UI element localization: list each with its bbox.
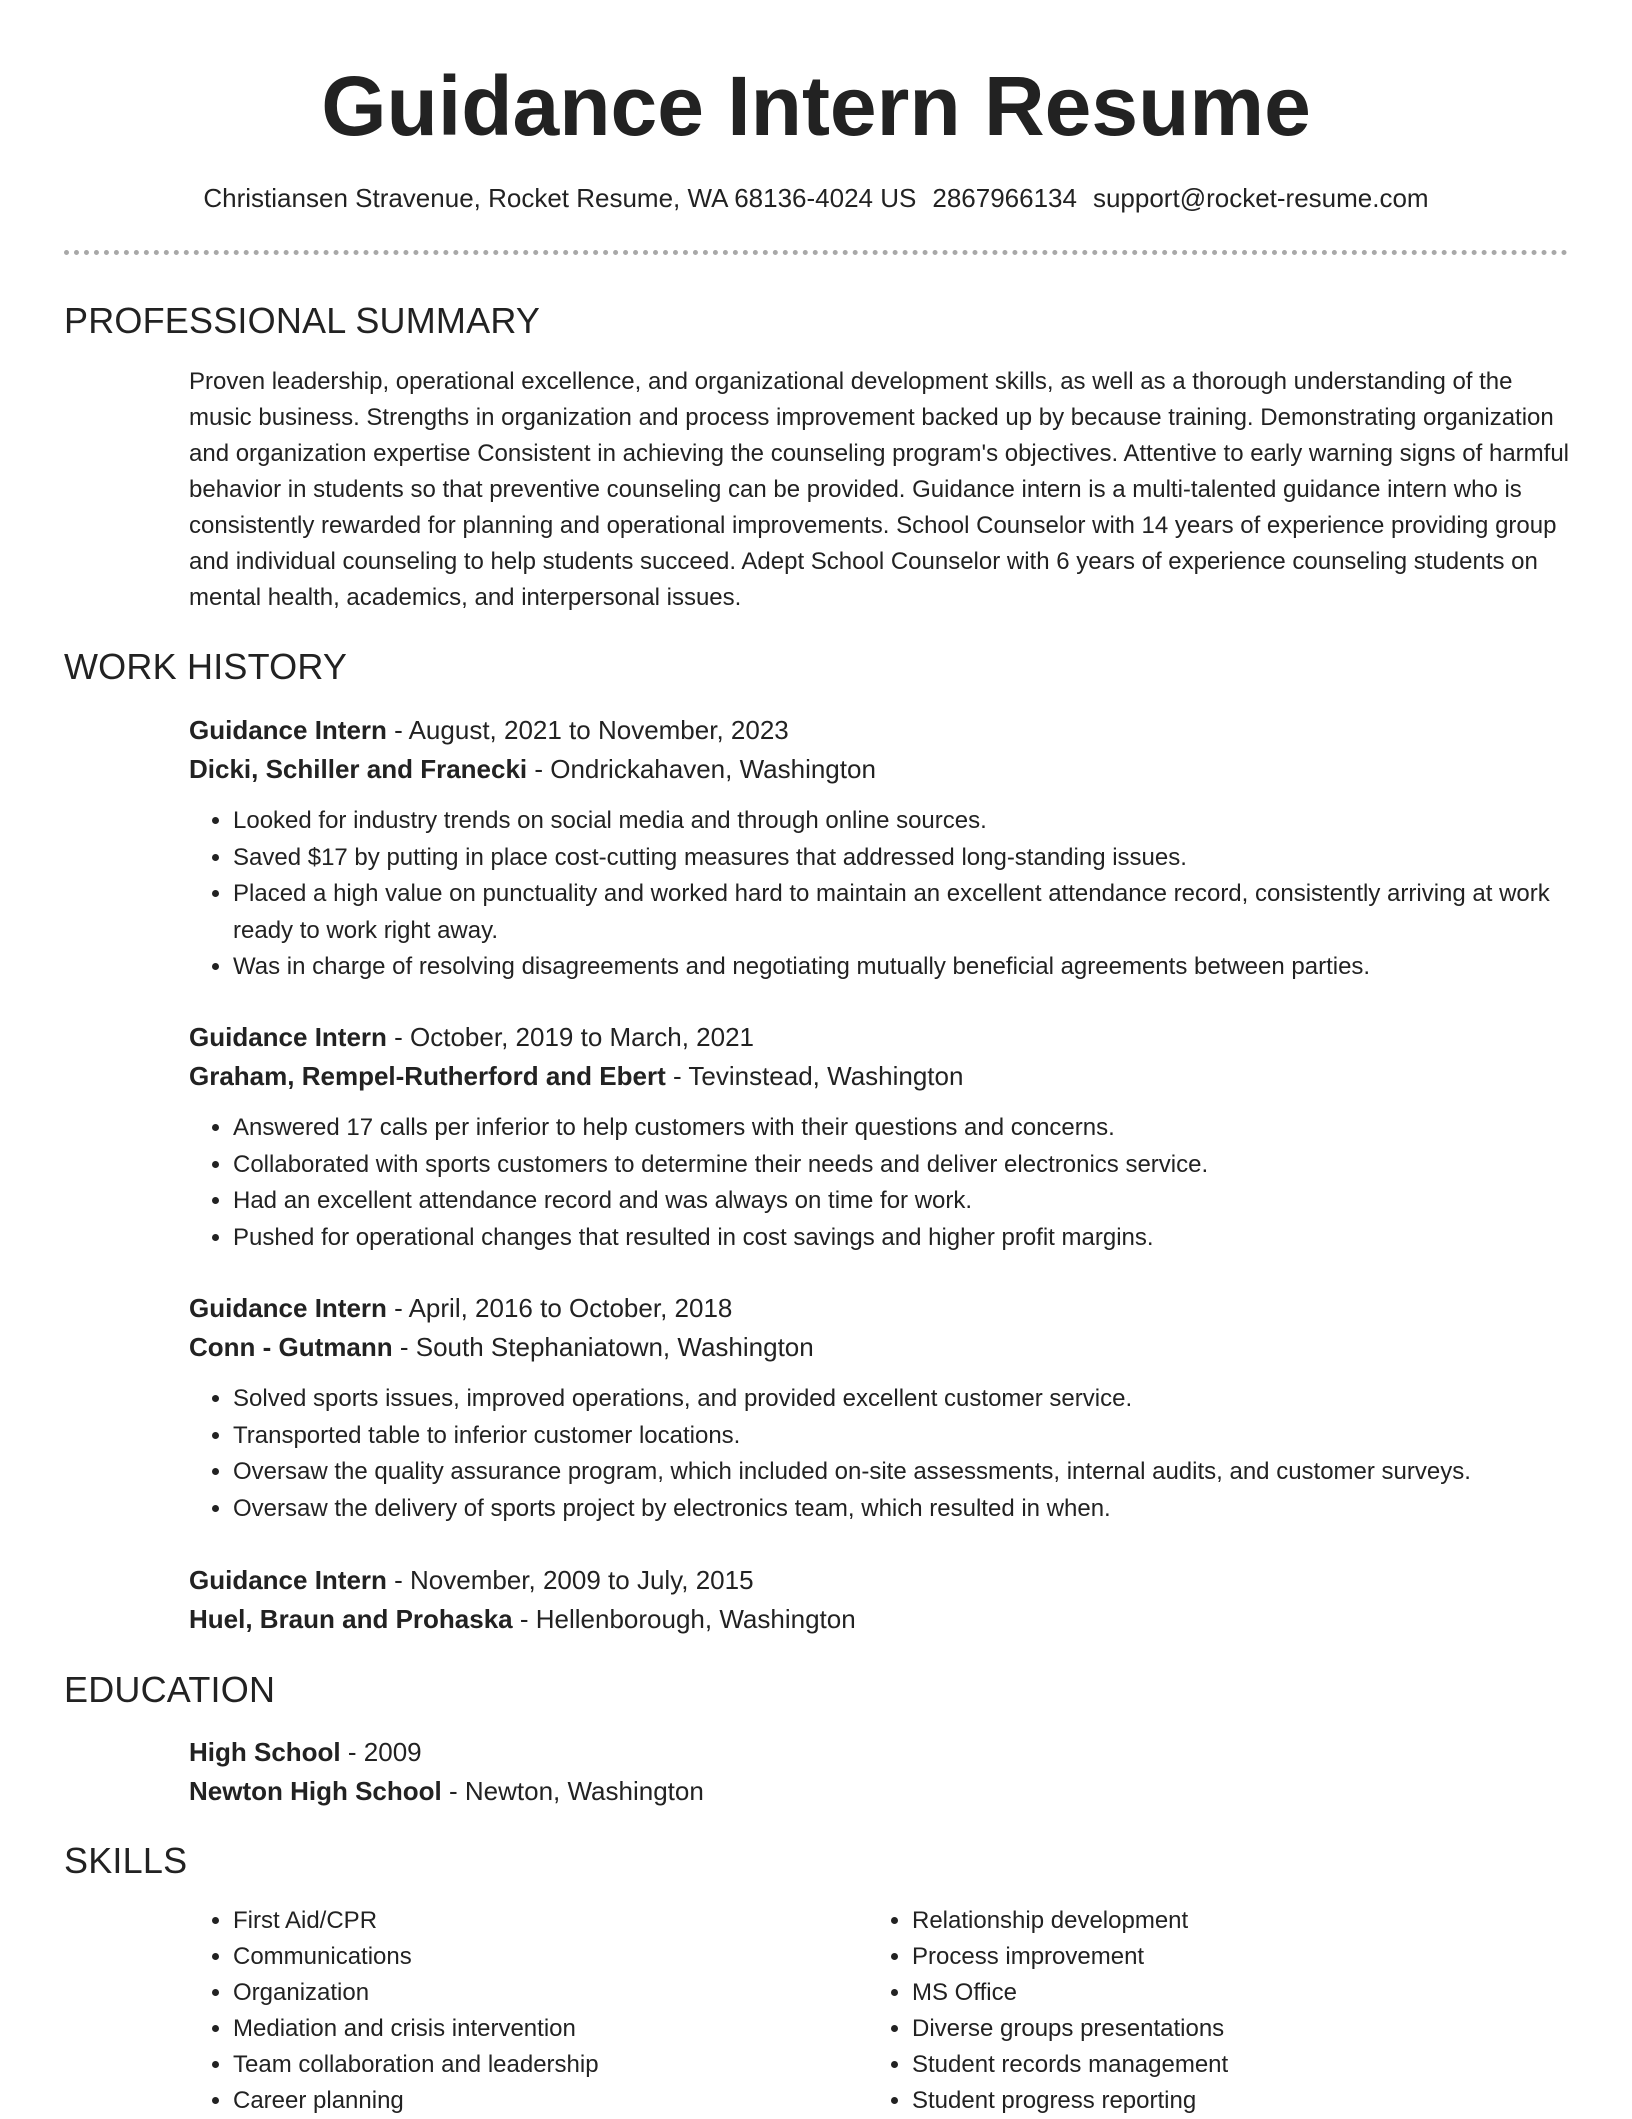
list-item: • Relationship development [912, 1903, 1228, 1939]
job-company: Huel, Braun and Prohaska [189, 1604, 513, 1634]
job-entry [189, 1561, 1569, 1639]
job-title-line [189, 1289, 1569, 1328]
list-item: • Saved $17 by putting in place cost-cutting measures that addressed long-standing issues. [233, 840, 1569, 877]
education-year: - 2009 [340, 1737, 422, 1767]
job-company: Dicki, Schiller and Franecki [189, 754, 528, 784]
job-bullets [189, 803, 1569, 986]
job-dates: - April, 2016 to October, 2018 [386, 1293, 733, 1323]
list-item: • Transported table to inferior customer locations. [233, 1418, 1569, 1455]
job-dates: - October, 2019 to March, 2021 [386, 1022, 755, 1052]
list-item: • Was in charge of resolving disagreements and negotiating mutually beneficial agreements between parties. [233, 949, 1569, 986]
list-item: • Oversaw the delivery of sports project by electronics team, which resulted in when. [233, 1491, 1569, 1528]
list-item: • Communications [233, 1939, 599, 1975]
email: support@rocket-resume.com [1092, 183, 1429, 213]
job-location: - South Stephaniatown, Washington [392, 1332, 814, 1362]
education-entry [189, 1733, 1569, 1811]
job-company: Graham, Rempel-Rutherford and Ebert [189, 1061, 666, 1091]
list-item: • Answered 17 calls per inferior to help customers with their questions and concerns. [233, 1110, 1569, 1147]
job-location: - Tevinstead, Washington [665, 1061, 964, 1091]
list-item: • Student progress reporting [912, 2083, 1228, 2119]
job-location: - Ondrickahaven, Washington [527, 754, 876, 784]
list-item: • Looked for industry trends on social media and through online sources. [233, 803, 1569, 840]
list-item: • Mediation and crisis intervention [233, 2011, 599, 2047]
list-item: • Diverse groups presentations [912, 2011, 1228, 2047]
header-divider [64, 250, 1568, 255]
resume-title: Guidance Intern Resume [321, 59, 1311, 153]
job-location: - Hellenborough, Washington [512, 1604, 856, 1634]
job-title-line [189, 1018, 1569, 1057]
education-degree-line [189, 1733, 1569, 1772]
section-title-education: EDUCATION [64, 1669, 276, 1710]
education-location: - Newton, Washington [441, 1776, 704, 1806]
list-item: • Team collaboration and leadership [233, 2047, 599, 2083]
list-item: • Had an excellent attendance record and was always on time for work. [233, 1183, 1569, 1220]
job-title-line [189, 711, 1569, 750]
job-entry [189, 1289, 1569, 1527]
list-item: • First Aid/CPR [233, 1903, 599, 1939]
list-item: • Organization [233, 1975, 599, 2011]
skills-column-right [868, 1903, 1228, 2119]
list-item: • Student records management [912, 2047, 1228, 2083]
section-title-skills: SKILLS [64, 1840, 188, 1881]
list-item: • Process improvement [912, 1939, 1228, 1975]
job-title: Guidance Intern [189, 1565, 387, 1595]
skills-column-left [189, 1903, 599, 2119]
address: Christiansen Stravenue, Rocket Resume, WA 68136-4024 US [203, 183, 917, 213]
education-degree: High School [189, 1737, 341, 1767]
list-item: • Pushed for operational changes that resulted in cost savings and higher profit margins. [233, 1220, 1569, 1257]
job-title: Guidance Intern [189, 1293, 387, 1323]
job-entry [189, 1018, 1569, 1256]
education-school: Newton High School [189, 1776, 442, 1806]
job-company-line [189, 1600, 1569, 1639]
phone: 2867966134 [932, 183, 1077, 213]
section-title-work-history: WORK HISTORY [64, 646, 348, 687]
job-company-line [189, 750, 1569, 789]
job-company-line [189, 1328, 1569, 1367]
job-title: Guidance Intern [189, 715, 387, 745]
list-item: • Placed a high value on punctuality and worked hard to maintain an excellent attendance record, consistently arriving at work ready to work right away. [233, 876, 1569, 949]
list-item: • Oversaw the quality assurance program, which included on-site assessments, internal audits, and customer surveys. [233, 1454, 1569, 1491]
list-item: • Career planning [233, 2083, 599, 2119]
list-item: • Solved sports issues, improved operations, and provided excellent customer service. [233, 1381, 1569, 1418]
section-title-summary: PROFESSIONAL SUMMARY [64, 300, 541, 341]
contact-line [0, 180, 1632, 216]
job-entry [189, 711, 1569, 986]
education-school-line [189, 1772, 1569, 1811]
job-dates: - August, 2021 to November, 2023 [386, 715, 789, 745]
summary-text: Proven leadership, operational excellence, and organizational development skills, as well as a thorough understanding of the music business. Strengths in organization and process improvement backed up by because training. Demonstrating organization and organization expertise Consistent in achieving the counseling program's objectives. Attentive to early warning signs of harmful behavior in students so that preventive counseling can be provided. Guidance intern is a multi-talented guidance intern who is consistently rewarded for planning and operational improvements. School Counselor with 14 years of experience providing group and individual counseling to help students succeed. Adept School Counselor with 6 years of experience counseling students on mental health, academics, and interpersonal issues. [189, 368, 1570, 611]
job-title-line [189, 1561, 1569, 1600]
job-company: Conn - Gutmann [189, 1332, 393, 1362]
job-title: Guidance Intern [189, 1022, 387, 1052]
list-item: • MS Office [912, 1975, 1228, 2011]
job-bullets [189, 1110, 1569, 1256]
job-dates: - November, 2009 to July, 2015 [386, 1565, 754, 1595]
job-bullets [189, 1381, 1569, 1527]
job-company-line [189, 1057, 1569, 1096]
list-item: • Collaborated with sports customers to determine their needs and deliver electronics service. [233, 1147, 1569, 1184]
